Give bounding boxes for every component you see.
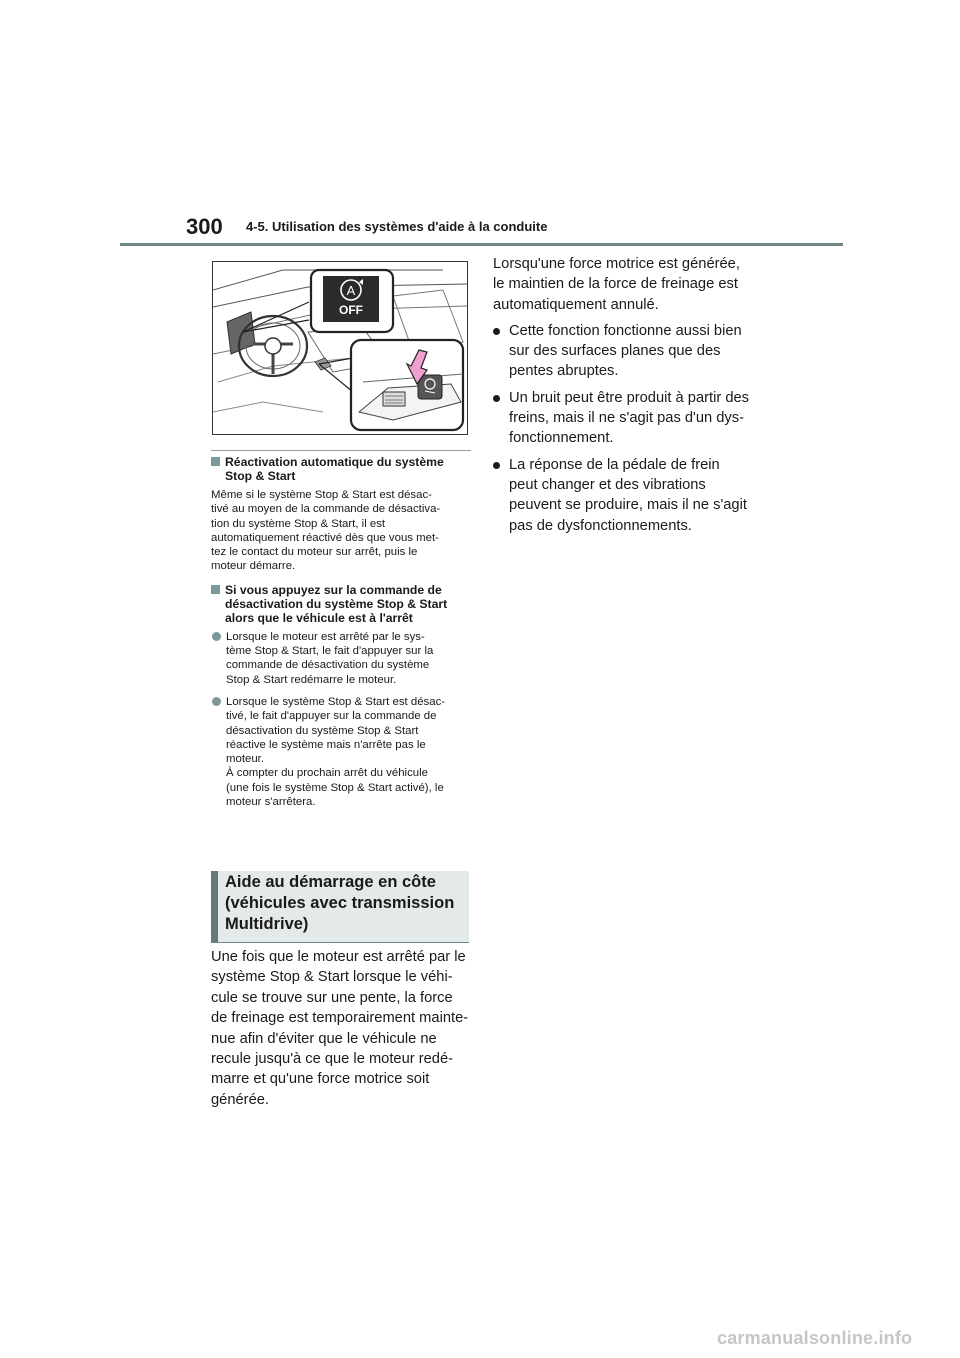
- list-item-text: La réponse de la pédale de frein peut changer et des vibrations peuvent se produire, mais il ne s'agit pas de dysfonctionnements.: [509, 456, 747, 534]
- bullet-icon: [493, 462, 500, 469]
- list-item-text: Cette fonction fonctionne aussi bien sur des surfaces planes que des pentes abruptes.: [509, 322, 742, 380]
- list-item: [493, 455, 753, 536]
- list-item-text: Un bruit peut être produit à partir des freins, mais il ne s'agit pas d'un dys- fonctionnement.: [509, 389, 750, 447]
- section-heading-hill-start: Aide au démarrage en côte (véhicules avec transmission Multidrive): [211, 871, 469, 942]
- intro-paragraph: Lorsqu'une force motrice est générée, le maintien de la force de freinage est automatiquement annulé.: [493, 256, 740, 313]
- subheading-text: Si vous appuyez sur la commande de désactivation du système Stop & Start alors que le véhicule est à l'arrêt: [225, 582, 448, 625]
- list-item-text: Lorsque le moteur est arrêté par le sys- tème Stop & Start, le fait d'appuyer sur la commande de désactivation du système Stop & Start redémarre le moteur.: [226, 630, 434, 686]
- reactivation-paragraph: Même si le système Stop & Start est désac- tivé au moyen de la commande de désactiva- tion du système Stop & Start, il est automatiquement réactivé dès que vous met- tez le contact du moteur sur arrêt, puis le moteur démarre.: [211, 489, 441, 573]
- right-column: [493, 254, 753, 542]
- left-column: [211, 450, 471, 817]
- illustration-figure: [212, 261, 468, 435]
- circle-bullet-icon: [212, 632, 221, 641]
- hill-start-paragraph: Une fois que le moteur est arrêté par le système Stop & Start lorsque le véhi- cule se trouve sur une pente, la force de freinage est temporairement mainte- nue afin d'éviter que le véhicule ne recule jusqu'à ce que le moteur redé- marre et qu'une force motrice soit générée.: [211, 949, 469, 1108]
- list-item: [493, 321, 753, 382]
- subheading-text: Réactivation automatique du système Stop & Start: [225, 455, 444, 483]
- list-item: [493, 388, 753, 449]
- page-number: 300: [186, 214, 223, 239]
- subheading-button-while-stopped: [211, 583, 471, 625]
- list-item-text: Lorsque le système Stop & Start est désac- tivé, le fait d'appuyer sur la commande de désactivation du système Stop & Start réactive le système mais n'arrête pas le moteur. À compter du prochain arrêt du véhicule (une fois le système Stop & Start activé), le moteur s'arrêtera.: [226, 695, 446, 809]
- header-rule: [120, 243, 843, 246]
- section-underline: [211, 942, 469, 943]
- square-bullet-icon: [211, 457, 220, 466]
- divider: [211, 450, 471, 451]
- watermark: carmanualsonline.info: [717, 1328, 913, 1348]
- list-item: [211, 630, 471, 687]
- circle-bullet-icon: [212, 697, 221, 706]
- subheading-reactivation: [211, 455, 471, 483]
- section-header-title: 4-5. Utilisation des systèmes d'aide à la conduite: [246, 219, 548, 234]
- list-item: [211, 695, 471, 809]
- bullet-icon: [493, 395, 500, 402]
- dashboard-illustration: [213, 262, 468, 435]
- button-off-text: OFF: [339, 303, 363, 317]
- button-symbol-text: A: [346, 283, 356, 298]
- square-bullet-icon: [211, 585, 220, 594]
- bullet-icon: [493, 328, 500, 335]
